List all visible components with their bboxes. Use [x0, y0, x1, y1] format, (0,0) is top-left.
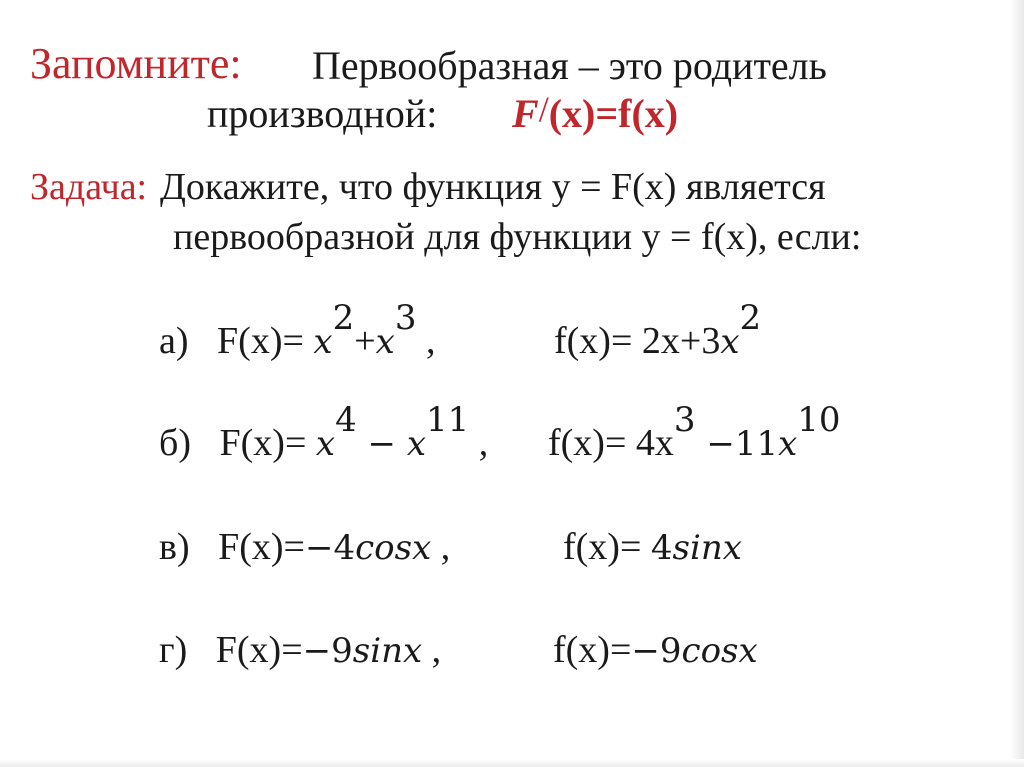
- remember-label: Запомните:: [30, 39, 242, 88]
- F-rhs: [305, 526, 431, 568]
- item-v-f: [563, 525, 742, 569]
- F-rhs: [315, 400, 470, 464]
- item-b-f: [548, 400, 841, 465]
- math-token: x: [315, 423, 336, 464]
- f-rhs: [673, 400, 841, 464]
- F-lhs: F(x)=: [218, 526, 305, 568]
- item-v-F: [159, 525, 450, 569]
- item-marker: в): [159, 526, 190, 568]
- rule-line-1: Первообразная – это родитель: [312, 43, 827, 88]
- item-marker: г): [159, 629, 188, 671]
- slide-bottom-shadow: [0, 759, 1024, 767]
- F-lhs: F(x)=: [217, 319, 304, 362]
- math-token: +: [354, 319, 376, 362]
- formula-rest: (x)=f(x): [548, 91, 679, 136]
- task-line-1: Докажите, что функция у = F(x) является: [160, 166, 826, 208]
- f-rhs: [651, 526, 742, 568]
- separator: ,: [426, 319, 436, 362]
- math-token: −11: [695, 423, 779, 464]
- item-a-f: [554, 298, 762, 363]
- math-token: x: [720, 321, 740, 362]
- f-lhs: f(x)= 4x: [548, 421, 674, 464]
- separator: ,: [431, 629, 442, 671]
- F-lhs: F(x)=: [215, 629, 303, 671]
- F-rhs: [313, 298, 417, 362]
- task-label: Задача:: [30, 166, 148, 208]
- F-rhs: [303, 629, 423, 671]
- item-marker: а): [159, 319, 189, 362]
- math-token: −9: [302, 631, 353, 671]
- task-line-2: первообразной для функции у = f(x), если:: [173, 216, 862, 258]
- formula-prime: /: [538, 89, 549, 129]
- separator: ,: [440, 526, 451, 568]
- math-token: 4: [650, 528, 673, 568]
- f-lhs: f(x)=: [563, 526, 651, 568]
- exponent: 10: [797, 400, 841, 440]
- math-token: x: [375, 321, 395, 362]
- F-lhs: F(x)=: [219, 421, 307, 464]
- math-token: cosx: [681, 631, 758, 671]
- slide-edge-shadow: [1010, 0, 1024, 767]
- item-a-F: [159, 298, 436, 363]
- item-b-F: [159, 400, 489, 465]
- f-rhs: [631, 629, 757, 671]
- math-token: cosx: [355, 528, 432, 568]
- math-token: −4: [304, 528, 356, 568]
- item-g-F: [159, 628, 441, 672]
- exponent: 11: [426, 400, 470, 440]
- exponent: 2: [332, 298, 355, 338]
- math-token: x: [406, 423, 426, 464]
- math-token: sinx: [672, 528, 742, 568]
- math-token: x: [778, 423, 798, 464]
- separator: ,: [478, 421, 489, 464]
- f-lhs: f(x)=: [553, 629, 632, 671]
- item-marker: б): [159, 421, 191, 464]
- math-token: −9: [631, 631, 682, 671]
- math-token: x: [313, 321, 333, 362]
- exponent: 4: [335, 400, 357, 440]
- f-rhs: [720, 298, 762, 362]
- exponent: 3: [394, 298, 417, 338]
- rule-line-2: производной:: [207, 91, 438, 136]
- math-token: −: [356, 423, 407, 464]
- formula-F: F: [512, 91, 539, 136]
- item-g-f: [553, 628, 758, 672]
- f-lhs: f(x)= 2x+3: [554, 319, 721, 362]
- exponent: 3: [673, 400, 696, 440]
- math-token: sinx: [352, 631, 423, 671]
- derivative-formula: [512, 90, 678, 137]
- exponent: 2: [739, 298, 762, 338]
